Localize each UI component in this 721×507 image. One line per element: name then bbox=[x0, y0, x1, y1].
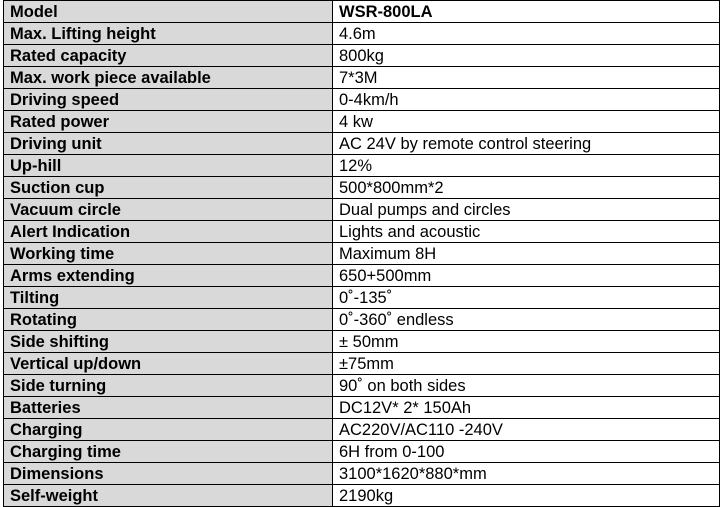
table-row bbox=[4, 23, 720, 45]
table-row bbox=[4, 155, 720, 177]
spec-table bbox=[3, 0, 720, 507]
row-value: 2190kg bbox=[333, 485, 720, 507]
row-value: 6H from 0-100 bbox=[333, 441, 720, 463]
row-label: Max. Lifting height bbox=[4, 23, 333, 45]
row-label: Suction cup bbox=[4, 177, 333, 199]
row-label: Vertical up/down bbox=[4, 353, 333, 375]
table-row bbox=[4, 419, 720, 441]
table-row bbox=[4, 67, 720, 89]
row-value: 0-4km/h bbox=[333, 89, 720, 111]
row-label: Alert Indication bbox=[4, 221, 333, 243]
table-row bbox=[4, 45, 720, 67]
row-value: AC 24V by remote control steering bbox=[333, 133, 720, 155]
table-row bbox=[4, 441, 720, 463]
row-label: Dimensions bbox=[4, 463, 333, 485]
table-row bbox=[4, 243, 720, 265]
row-value: ± 50mm bbox=[333, 331, 720, 353]
row-label: Rotating bbox=[4, 309, 333, 331]
table-row bbox=[4, 221, 720, 243]
row-value: 0˚-135˚ bbox=[333, 287, 720, 309]
row-value: ±75mm bbox=[333, 353, 720, 375]
table-row bbox=[4, 89, 720, 111]
header-label: Model bbox=[4, 1, 333, 23]
table-row bbox=[4, 265, 720, 287]
table-row bbox=[4, 177, 720, 199]
row-value: 500*800mm*2 bbox=[333, 177, 720, 199]
header-value: WSR-800LA bbox=[333, 1, 720, 23]
row-value: 90˚ on both sides bbox=[333, 375, 720, 397]
row-value: DC12V* 2* 150Ah bbox=[333, 397, 720, 419]
row-label: Arms extending bbox=[4, 265, 333, 287]
table-row bbox=[4, 463, 720, 485]
row-label: Side shifting bbox=[4, 331, 333, 353]
row-label: Side turning bbox=[4, 375, 333, 397]
row-label: Rated capacity bbox=[4, 45, 333, 67]
row-label: Driving speed bbox=[4, 89, 333, 111]
row-label: Max. work piece available bbox=[4, 67, 333, 89]
row-label: Charging time bbox=[4, 441, 333, 463]
table-row bbox=[4, 133, 720, 155]
table-row bbox=[4, 309, 720, 331]
row-value: 7*3M bbox=[333, 67, 720, 89]
table-row bbox=[4, 375, 720, 397]
row-value: 3100*1620*880*mm bbox=[333, 463, 720, 485]
row-value: 800kg bbox=[333, 45, 720, 67]
row-value: Dual pumps and circles bbox=[333, 199, 720, 221]
table-row bbox=[4, 111, 720, 133]
row-value: 0˚-360˚ endless bbox=[333, 309, 720, 331]
row-label: Rated power bbox=[4, 111, 333, 133]
row-value: AC220V/AC110 -240V bbox=[333, 419, 720, 441]
row-label: Up-hill bbox=[4, 155, 333, 177]
row-value: 650+500mm bbox=[333, 265, 720, 287]
table-header-row bbox=[4, 1, 720, 23]
row-value: 4 kw bbox=[333, 111, 720, 133]
row-value: Lights and acoustic bbox=[333, 221, 720, 243]
row-value: Maximum 8H bbox=[333, 243, 720, 265]
table-row bbox=[4, 353, 720, 375]
row-value: 12% bbox=[333, 155, 720, 177]
table-row bbox=[4, 287, 720, 309]
row-label: Working time bbox=[4, 243, 333, 265]
row-label: Charging bbox=[4, 419, 333, 441]
row-value: 4.6m bbox=[333, 23, 720, 45]
row-label: Tilting bbox=[4, 287, 333, 309]
row-label: Vacuum circle bbox=[4, 199, 333, 221]
table-row bbox=[4, 199, 720, 221]
row-label: Driving unit bbox=[4, 133, 333, 155]
table-row bbox=[4, 397, 720, 419]
table-row bbox=[4, 485, 720, 507]
row-label: Batteries bbox=[4, 397, 333, 419]
table-row bbox=[4, 331, 720, 353]
row-label: Self-weight bbox=[4, 485, 333, 507]
